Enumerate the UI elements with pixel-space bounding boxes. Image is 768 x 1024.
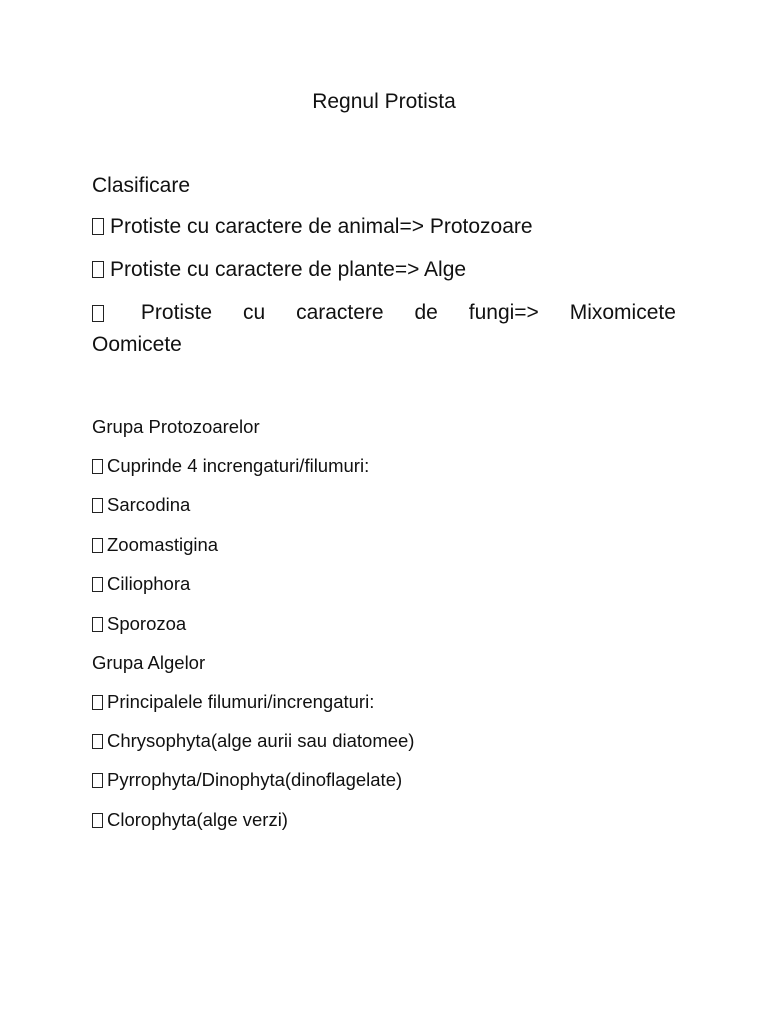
list-item-text: Protiste cu caractere de plante=> Alge [110,258,467,281]
word: cu [242,301,266,324]
missing-glyph-icon [92,617,103,632]
list-item-text: Sarcodina [107,494,191,515]
list-item-text: Sporozoa [107,613,187,634]
continuation-line: Oomicete [92,333,182,356]
missing-glyph-icon [92,695,103,710]
list-item [92,572,190,596]
list-item [92,690,374,714]
missing-glyph-icon [92,305,104,322]
list-item [92,214,533,240]
section-heading-protozoare: Grupa Protozoarelor [92,416,260,437]
list-item-text: Ciliophora [107,573,191,594]
list-item-text: Zoomastigina [107,534,219,555]
list-item [92,612,186,636]
list-item-text: Cuprinde 4 increngaturi/filumuri: [107,455,370,476]
missing-glyph-icon [92,734,103,749]
missing-glyph-icon [92,261,104,278]
list-item [92,454,369,478]
word: de [414,301,438,324]
list-item-text: Protiste cu caractere de animal=> Protozoare [110,215,533,238]
missing-glyph-icon [92,459,103,474]
justified-line [92,297,676,329]
missing-glyph-icon [92,538,103,553]
list-item-text: Pyrrophyta/Dinophyta(dinoflagelate) [107,769,403,790]
document-title: Regnul Protista [312,90,456,113]
list-item-text: Clorophyta(alge verzi) [107,809,288,830]
list-item-justified [92,297,676,361]
list-item [92,257,466,283]
missing-glyph-icon [92,773,103,788]
list-item-text: Chrysophyta(alge aurii sau diatomee) [107,730,415,751]
word: Protiste [140,301,213,324]
section-heading-alge: Grupa Algelor [92,652,206,673]
word: caractere [296,301,384,324]
missing-glyph-icon [92,218,104,235]
list-item [92,533,218,557]
list-item [92,808,288,832]
list-item [92,729,414,753]
list-item-text: Principalele filumuri/increngaturi: [107,691,375,712]
missing-glyph-icon [92,498,103,513]
missing-glyph-icon [92,813,103,828]
section-heading-clasificare: Clasificare [92,174,191,197]
word: Mixomicete [569,301,676,324]
missing-glyph-icon [92,577,103,592]
word: fungi=> [468,301,539,324]
list-item [92,493,190,517]
list-item [92,768,402,792]
